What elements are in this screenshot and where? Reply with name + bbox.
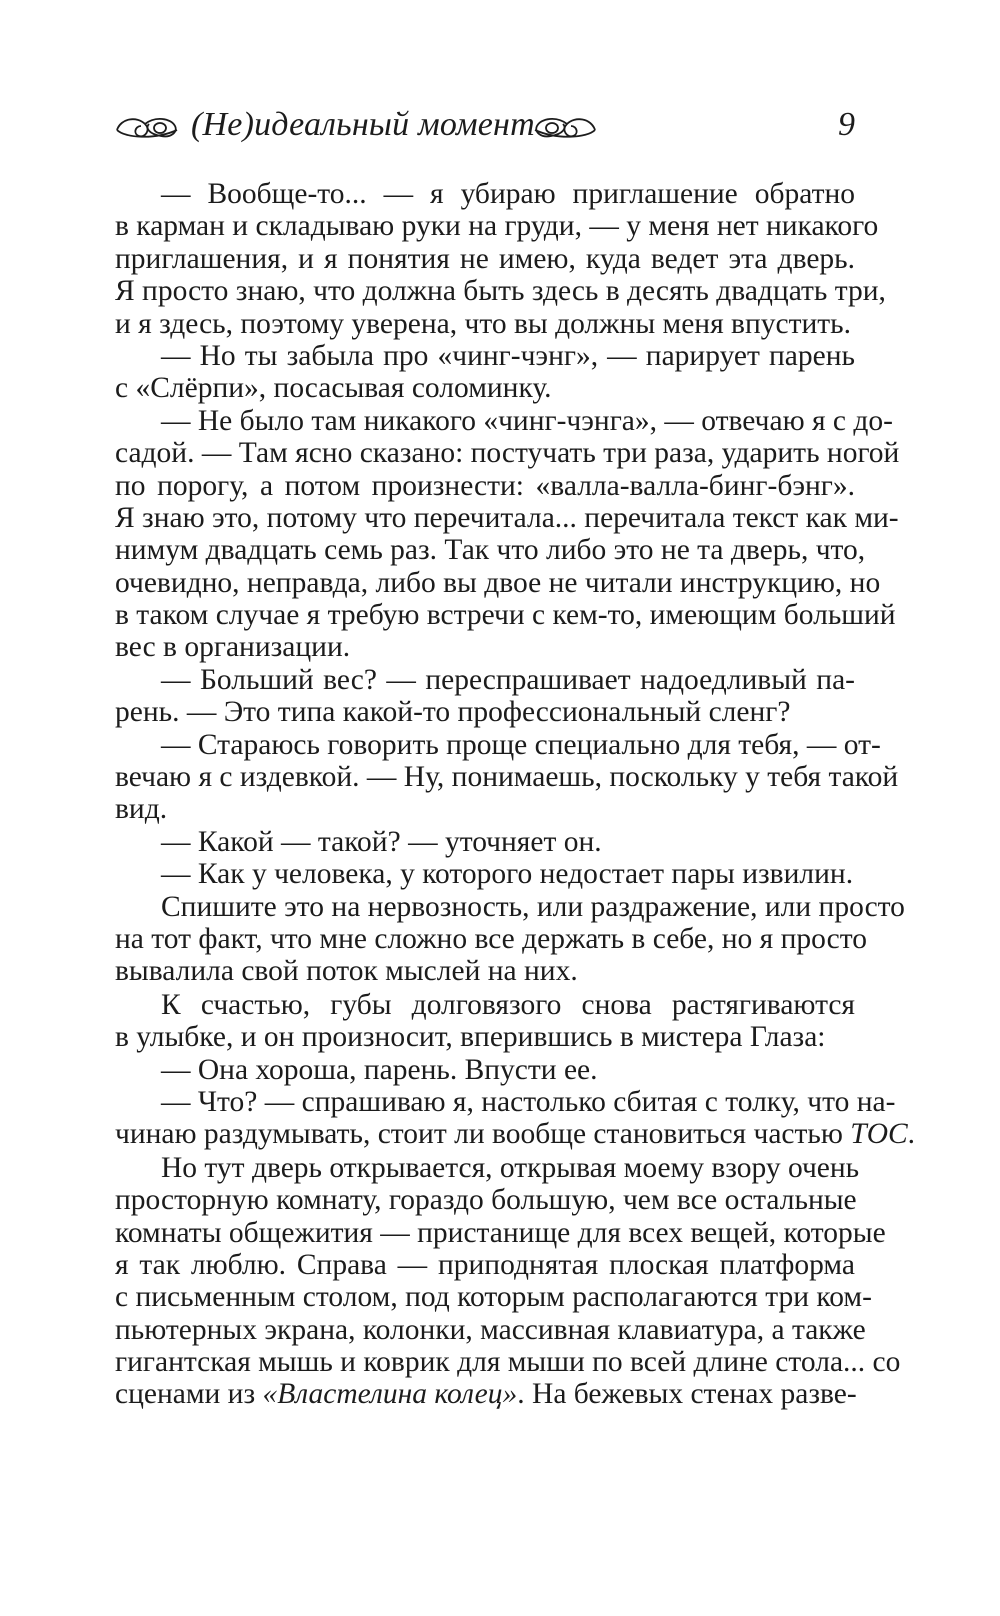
text-line: вывалила свой поток мыслей на них. bbox=[115, 955, 578, 988]
text-line: вечаю я с издевкой. — Ну, понимаешь, поскольку у тебя такой bbox=[115, 761, 899, 794]
text-line bbox=[115, 1378, 855, 1410]
text-line: и я здесь, поэтому уверена, что вы должны меня впустить. bbox=[115, 307, 851, 340]
body-text bbox=[115, 178, 916, 1411]
flourish-ornament-left-icon bbox=[115, 114, 179, 140]
page-number: 9 bbox=[838, 106, 855, 143]
text-line: — Больший вес? — переспрашивает надоедливый па- bbox=[161, 663, 855, 696]
text-line: в улыбке, и он произносит, вперившись в мистера Глаза: bbox=[115, 1021, 826, 1054]
text-line: Спишите это на нервозность, или раздражение, или просто bbox=[161, 890, 905, 923]
text-line: — Вообще-то... — я убираю приглашение обратно bbox=[161, 178, 855, 210]
text-line: очевидно, неправда, либо вы двое не читали инструкцию, но bbox=[115, 566, 881, 599]
text-line: вес в организации. bbox=[115, 631, 351, 664]
org-name-italic: ТОС bbox=[850, 1118, 908, 1151]
text-line: Но тут дверь открывается, открывая моему взору очень bbox=[161, 1151, 860, 1184]
text-line: — Что? — спрашиваю я, настолько сбитая с толку, что на- bbox=[161, 1085, 896, 1118]
flourish-ornament-right-icon bbox=[533, 114, 597, 140]
text-line: приглашения, и я понятия не имею, куда ведет эта дверь. bbox=[115, 242, 855, 275]
text-line: пьютерных экрана, колонки, массивная клавиатура, а также bbox=[115, 1313, 866, 1346]
text-line: нимум двадцать семь раз. Так что либо это не та дверь, что, bbox=[115, 534, 866, 567]
text-line: К счастью, губы долговязого снова растягиваются bbox=[161, 988, 855, 1021]
text-line: Я просто знаю, что должна быть здесь в десять двадцать три, bbox=[115, 275, 886, 308]
text-line: — Стараюсь говорить проще специально для тебя, — от- bbox=[161, 728, 881, 761]
text-line: с «Слёрпи», посасывая соломинку. bbox=[115, 372, 552, 405]
text-line: вид. bbox=[115, 793, 168, 826]
text-line: комнаты общежития — пристанище для всех вещей, которые bbox=[115, 1216, 886, 1249]
text-line: — Но ты забыла про «чинг-чэнг», — парирует парень bbox=[161, 339, 855, 372]
text-line: гигантская мышь и коврик для мыши по всей длине стола... со bbox=[115, 1346, 901, 1379]
running-header bbox=[115, 100, 855, 160]
text-segment: сценами из bbox=[115, 1378, 256, 1411]
text-line: с письменным столом, под которым располагаются три ком- bbox=[115, 1281, 872, 1314]
text-line: садой. — Там ясно сказано: постучать три раза, ударить ногой bbox=[115, 437, 900, 470]
text-line: — Она хороша, парень. Впусти ее. bbox=[161, 1053, 598, 1086]
text-line: в таком случае я требую встречи с кем-то, имеющим больший bbox=[115, 599, 896, 632]
text-line: в карман и складываю руки на груди, — у меня нет никакого bbox=[115, 210, 879, 243]
text-line: Я знаю это, потому что перечитала... перечитала текст как ми- bbox=[115, 501, 899, 534]
text-line: по порогу, а потом произнести: «валла-валла-бинг-бэнг». bbox=[115, 469, 855, 502]
book-title-italic: «Властелина колец» bbox=[262, 1378, 518, 1411]
running-title: (Не)идеальный момент bbox=[191, 106, 535, 143]
text-line: — Как у человека, у которого недостает пары извилин. bbox=[161, 858, 854, 891]
text-line: — Какой — такой? — уточняет он. bbox=[161, 825, 602, 858]
text-line: я так люблю. Справа — приподнятая плоская платформа bbox=[115, 1248, 855, 1281]
text-line: рень. — Это типа какой-то профессиональный сленг? bbox=[115, 696, 791, 729]
text-line: на тот факт, что мне сложно все держать в себе, но я просто bbox=[115, 922, 867, 955]
text-line: чинаю раздумывать, стоит ли вообще становиться частью ТОС. bbox=[115, 1118, 916, 1151]
text-line: — Не было там никакого «чинг-чэнга», — отвечаю я с до- bbox=[161, 404, 893, 437]
text-segment: . На бежевых стенах разве- bbox=[517, 1378, 857, 1411]
text-line: просторную комнату, гораздо большую, чем все остальные bbox=[115, 1184, 857, 1217]
text-segment: чинаю раздумывать, стоит ли вообще становиться частью bbox=[115, 1118, 843, 1151]
